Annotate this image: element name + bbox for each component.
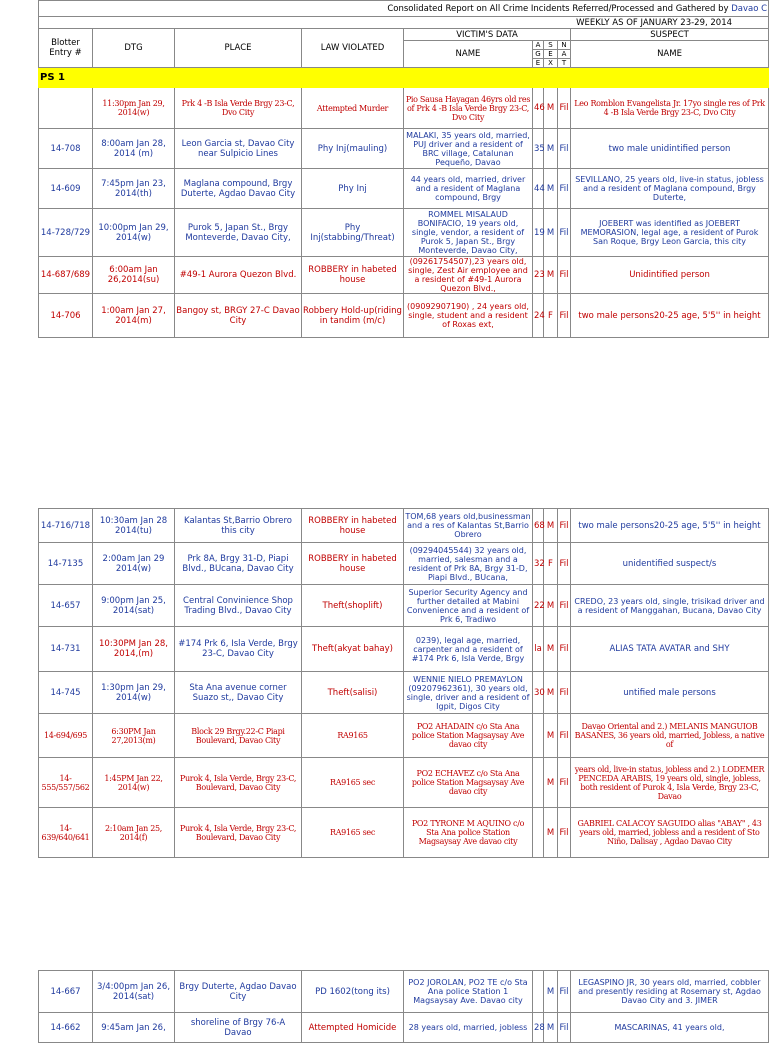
- sex-cell: M: [544, 672, 558, 714]
- section-band: [93, 68, 769, 88]
- law-cell: Theft(akyat bahay): [302, 627, 404, 672]
- place-cell: #174 Prk 6, Isla Verde, Brgy 23-C, Davao City: [175, 627, 302, 672]
- suspect-name-cell: CREDO, 23 years old, single, trisikad driver and a resident of Manggahan, Bucana, Davao City: [571, 585, 769, 627]
- dtg-cell: 7:45pm Jan 23, 2014(th): [93, 169, 175, 209]
- dtg-cell: 6:00am Jan 26,2014(su): [93, 257, 175, 294]
- nat-cell: Fil: [558, 627, 571, 672]
- dtg-cell: 9:45am Jan 26,: [93, 1013, 175, 1043]
- blotter-entry: 14-687/689: [39, 257, 93, 294]
- victims-data-header: VICTIM'S DATA: [404, 29, 571, 41]
- blotter-entry: 14-657: [39, 585, 93, 627]
- report-table-1: [38, 0, 769, 338]
- blotter-entry: 14-667: [39, 971, 93, 1013]
- victim-name-cell: PO2 TYRONE M AQUINO c/o Sta Ana police Station Magsaysay Ave davao city: [404, 808, 533, 858]
- blotter-entry: 14-555/557/562: [39, 758, 93, 808]
- dtg-cell: 1:00am Jan 27, 2014(m): [93, 294, 175, 338]
- nat-cell: Fil: [558, 714, 571, 758]
- age-cell: [533, 971, 544, 1013]
- blotter-entry: 14-639/640/641: [39, 808, 93, 858]
- place-cell: Block 29 Brgy.22-C Piapi Boulevard, Davao City: [175, 714, 302, 758]
- nat-cell: Fil: [558, 971, 571, 1013]
- age-header-2: G: [533, 50, 544, 59]
- table-row: [39, 714, 769, 758]
- table-row: [39, 627, 769, 672]
- sex-cell: M: [544, 209, 558, 257]
- age-cell: 24: [533, 294, 544, 338]
- dtg-cell: 8:00am Jan 28, 2014 (m): [93, 129, 175, 169]
- place-cell: Purok 4, Isla Verde, Brgy 23-C, Boulevard, Davao City: [175, 808, 302, 858]
- suspect-name-cell: JOEBERT was identified as JOEBERT MEMORASION, legal age, a resident of Purok San Roque, Brgy Leon Garcia, this city: [571, 209, 769, 257]
- place-cell: shoreline of Brgy 76-A Davao: [175, 1013, 302, 1043]
- suspect-name-cell: Unidintified person: [571, 257, 769, 294]
- nat-header-3: T: [558, 59, 571, 68]
- suspect-name-cell: two male persons20-25 age, 5'5'' in height: [571, 294, 769, 338]
- dtg-cell: 1:45PM Jan 22, 2014(w): [93, 758, 175, 808]
- place-cell: Purok 4, Isla Verde, Brgy 23-C, Boulevard, Davao City: [175, 758, 302, 808]
- table-row: [39, 1013, 769, 1043]
- age-cell: 23: [533, 257, 544, 294]
- law-cell: Phy Inj(stabbing/Threat): [302, 209, 404, 257]
- blotter-entry: 14-708: [39, 129, 93, 169]
- blotter-entry: 14-706: [39, 294, 93, 338]
- blotter-entry: 14-716/718: [39, 509, 93, 543]
- law-cell: ROBBERY in habeted house: [302, 257, 404, 294]
- place-cell: Maglana compound, Brgy Duterte, Agdao Davao City: [175, 169, 302, 209]
- age-cell: 46: [533, 88, 544, 129]
- blotter-entry: 14-745: [39, 672, 93, 714]
- sex-cell: M: [544, 257, 558, 294]
- suspect-name-header: NAME: [571, 41, 769, 68]
- table-row: [39, 585, 769, 627]
- age-cell: 35: [533, 129, 544, 169]
- sex-cell: M: [544, 627, 558, 672]
- victim-name-cell: PO2 ECHAVEZ c/o Sta Ana police Station Magsaysay Ave davao city: [404, 758, 533, 808]
- blotter-entry: 14-694/695: [39, 714, 93, 758]
- victim-name-cell: Pio Sausa Hayagan 46yrs old res of Prk 4 -B Isla Verde Brgy 23-C, Dvo City: [404, 88, 533, 129]
- age-cell: [533, 758, 544, 808]
- blotter-entry: 14-609: [39, 169, 93, 209]
- col-law-header: LAW VIOLATED: [302, 29, 404, 68]
- table-row: [39, 543, 769, 585]
- table-row: [39, 209, 769, 257]
- suspect-name-cell: Leo Romblon Evangelista Jr. 17yo single res of Prk 4 -B Isla Verde Brgy 23-C, Dvo City: [571, 88, 769, 129]
- age-cell: 30: [533, 672, 544, 714]
- report-block-2: [38, 508, 769, 858]
- table-row: [39, 257, 769, 294]
- place-cell: Brgy Duterte, Agdao Davao City: [175, 971, 302, 1013]
- table-row: [39, 294, 769, 338]
- age-header-3: E: [533, 59, 544, 68]
- nat-cell: Fil: [558, 585, 571, 627]
- age-header-1: A: [533, 41, 544, 50]
- report-block-1: [38, 0, 769, 338]
- nat-header-1: N: [558, 41, 571, 50]
- victim-name-cell: MALAKI, 35 years old, married, PUJ driver and a resident of BRC village, Catalunan Pequeño, Davao: [404, 129, 533, 169]
- age-cell: 44: [533, 169, 544, 209]
- sex-cell: M: [544, 169, 558, 209]
- sex-cell: M: [544, 714, 558, 758]
- dtg-cell: 2:00am Jan 29 2014(w): [93, 543, 175, 585]
- sex-cell: F: [544, 294, 558, 338]
- age-cell: 32: [533, 543, 544, 585]
- nat-cell: Fil: [558, 672, 571, 714]
- col-dtg-header: DTG: [93, 29, 175, 68]
- sex-cell: M: [544, 88, 558, 129]
- blotter-entry: 14-728/729: [39, 209, 93, 257]
- sex-cell: M: [544, 808, 558, 858]
- report-week: WEEKLY AS OF JANUARY 23-29, 2014: [39, 17, 769, 29]
- sex-header-1: S: [544, 41, 558, 50]
- nat-cell: Fil: [558, 169, 571, 209]
- table-row: [39, 88, 769, 129]
- nat-cell: Fil: [558, 129, 571, 169]
- nat-header-2: A: [558, 50, 571, 59]
- victim-name-cell: TOM,68 years old,businessman and a res of Kalantas St,Barrio Obrero: [404, 509, 533, 543]
- victim-name-cell: WENNIE NIELO PREMAYLON (09207962361), 30 years old, single, driver and a resident of Igpit, Digos City: [404, 672, 533, 714]
- age-cell: [533, 714, 544, 758]
- nat-cell: Fil: [558, 257, 571, 294]
- law-cell: Phy Inj(mauling): [302, 129, 404, 169]
- law-cell: RA9165: [302, 714, 404, 758]
- nat-cell: Fil: [558, 209, 571, 257]
- suspect-name-cell: Davao Oriental and 2.) MELANIS MANGUIOB BASAÑES, 36 years old, married, Jobless, a native of: [571, 714, 769, 758]
- suspect-name-cell: two male persons20-25 age, 5'5'' in height: [571, 509, 769, 543]
- nat-cell: Fil: [558, 88, 571, 129]
- table-row: [39, 758, 769, 808]
- law-cell: Theft(shoplift): [302, 585, 404, 627]
- blotter-entry: [39, 88, 93, 129]
- sex-header-2: E: [544, 50, 558, 59]
- dtg-cell: 11:30pm Jan 29, 2014(w): [93, 88, 175, 129]
- nat-cell: Fil: [558, 543, 571, 585]
- dtg-cell: 10:00pm Jan 29, 2014(w): [93, 209, 175, 257]
- suspect-name-cell: GABRIEL CALACOY SAGUIDO alias "ABAY" , 43 years old, married, jobless and a resident of Sto Niño, Dalisay , Agdao Davao City: [571, 808, 769, 858]
- report-title-prefix: Consolidated Report on All Crime Incidents Referred/Processed and Gathered by: [387, 3, 732, 14]
- victim-name-cell: (09294045544) 32 years old, married, salesman and a resident of Prk 8A, Brgy 31-D, Piapi Blvd., BUcana,: [404, 543, 533, 585]
- dtg-cell: 3/4:00pm Jan 26, 2014(sat): [93, 971, 175, 1013]
- nat-cell: Fil: [558, 808, 571, 858]
- place-cell: #49-1 Aurora Quezon Blvd.: [175, 257, 302, 294]
- age-cell: la: [533, 627, 544, 672]
- victim-name-cell: 0239), legal age, married, carpenter and a resident of #174 Prk 6, Isla Verde, Brgy: [404, 627, 533, 672]
- col-blotter-header: Blotter Entry #: [39, 29, 93, 68]
- sex-cell: M: [544, 971, 558, 1013]
- report-table-2: [38, 508, 769, 858]
- victim-name-cell: (09092907190) , 24 years old, single, student and a resident of Roxas ext,: [404, 294, 533, 338]
- dtg-cell: 1:30pm Jan 29, 2014(w): [93, 672, 175, 714]
- place-cell: Prk 8A, Brgy 31-D, Piapi Blvd., BUcana, Davao City: [175, 543, 302, 585]
- dtg-cell: 2:10am Jan 25, 2014(f): [93, 808, 175, 858]
- place-cell: Central Convinience Shop Trading Blvd., Davao City: [175, 585, 302, 627]
- victim-name-cell: PO2 JOROLAN, PO2 TE c/o Sta Ana police Station 1 Magsaysay Ave. Davao city: [404, 971, 533, 1013]
- blotter-entry: 14-7135: [39, 543, 93, 585]
- age-cell: 68: [533, 509, 544, 543]
- victim-name-header: NAME: [404, 41, 533, 68]
- nat-cell: Fil: [558, 509, 571, 543]
- law-cell: Phy Inj: [302, 169, 404, 209]
- blotter-entry: 14-662: [39, 1013, 93, 1043]
- age-cell: 22: [533, 585, 544, 627]
- victim-name-cell: PO2 AHADAIN c/o Sta Ana police Station Magsaysay Ave davao city: [404, 714, 533, 758]
- law-cell: ROBBERY in habeted house: [302, 543, 404, 585]
- blotter-entry: 14-731: [39, 627, 93, 672]
- suspect-name-cell: ALIAS TATA AVATAR and SHY: [571, 627, 769, 672]
- dtg-cell: 10:30am Jan 28 2014(tu): [93, 509, 175, 543]
- table-row: [39, 169, 769, 209]
- suspect-header: SUSPECT: [571, 29, 769, 41]
- sex-cell: M: [544, 1013, 558, 1043]
- sex-cell: M: [544, 758, 558, 808]
- age-cell: [533, 808, 544, 858]
- dtg-cell: 6:30PM Jan 27,2013(m): [93, 714, 175, 758]
- suspect-name-cell: LEGASPINO JR, 30 years old, married, cobbler and presently residing at Rosemary st, Agdao Davao City and 3. JIMER: [571, 971, 769, 1013]
- place-cell: Bangoy st, BRGY 27-C Davao City: [175, 294, 302, 338]
- suspect-name-cell: SEVILLANO, 25 years old, live-in status, jobless and a resident of Maglana compound, Brgy Duterte,: [571, 169, 769, 209]
- place-cell: Leon Garcia st, Davao City near Sulpicio Lines: [175, 129, 302, 169]
- victim-name-cell: 28 years old, married, jobless: [404, 1013, 533, 1043]
- table-row: [39, 672, 769, 714]
- place-cell: Prk 4 -B Isla Verde Brgy 23-C, Dvo City: [175, 88, 302, 129]
- law-cell: ROBBERY in habeted house: [302, 509, 404, 543]
- victim-name-cell: Superior Security Agency and further detailed at Mabini Convenience and a resident of Prk 6, Tradiwo: [404, 585, 533, 627]
- nat-cell: Fil: [558, 1013, 571, 1043]
- report-title-org: Davao C: [731, 3, 768, 14]
- law-cell: Attempted Homicide: [302, 1013, 404, 1043]
- nat-cell: Fil: [558, 758, 571, 808]
- place-cell: Purok 5, Japan St., Brgy Monteverde, Davao City,: [175, 209, 302, 257]
- suspect-name-cell: unidentified suspect/s: [571, 543, 769, 585]
- report-table-3: [38, 970, 769, 1043]
- suspect-name-cell: two male unidintified person: [571, 129, 769, 169]
- sex-cell: M: [544, 509, 558, 543]
- dtg-cell: 9:00pm Jan 25, 2014(sat): [93, 585, 175, 627]
- suspect-name-cell: untified male persons: [571, 672, 769, 714]
- sex-header-3: X: [544, 59, 558, 68]
- law-cell: PD 1602(tong its): [302, 971, 404, 1013]
- place-cell: Kalantas St,Barrio Obrero this city: [175, 509, 302, 543]
- suspect-name-cell: MASCARINAS, 41 years old,: [571, 1013, 769, 1043]
- law-cell: RA9165 sec: [302, 758, 404, 808]
- section-ps1: PS 1: [39, 68, 93, 88]
- table-row: [39, 509, 769, 543]
- suspect-name-cell: years old, live-in status, jobless and 2.) LODEMER PENCEDA ARABIS, 19 years old, single, jobless, both resident of Purok 4, Isla Verde, Brgy 23-C, Davao: [571, 758, 769, 808]
- law-cell: RA9165 sec: [302, 808, 404, 858]
- law-cell: Theft(salisi): [302, 672, 404, 714]
- report-title: [39, 1, 769, 17]
- table-row: [39, 129, 769, 169]
- sex-cell: F: [544, 543, 558, 585]
- dtg-cell: 10:30PM Jan 28, 2014,(m): [93, 627, 175, 672]
- victim-name-cell: ROMMEL MISALAUD BONIFACIO, 19 years old, single, vendor, a resident of Purok 5, Japan St., Brgy Monteverde, Davao City,: [404, 209, 533, 257]
- nat-cell: Fil: [558, 294, 571, 338]
- report-block-3: [38, 970, 769, 1043]
- table-row: [39, 808, 769, 858]
- sex-cell: M: [544, 129, 558, 169]
- col-place-header: PLACE: [175, 29, 302, 68]
- law-cell: Attempted Murder: [302, 88, 404, 129]
- place-cell: Sta Ana avenue corner Suazo st,, Davao City: [175, 672, 302, 714]
- table-row: [39, 971, 769, 1013]
- victim-name-cell: 44 years old, married, driver and a resident of Maglana compound, Brgy: [404, 169, 533, 209]
- age-cell: 19: [533, 209, 544, 257]
- age-cell: 28: [533, 1013, 544, 1043]
- sex-cell: M: [544, 585, 558, 627]
- victim-name-cell: (09261754507),23 years old, single, Zest Air employee and a resident of #49-1 Aurora Quezon Blvd.,: [404, 257, 533, 294]
- law-cell: Robbery Hold-up(riding in tandim (m/c): [302, 294, 404, 338]
